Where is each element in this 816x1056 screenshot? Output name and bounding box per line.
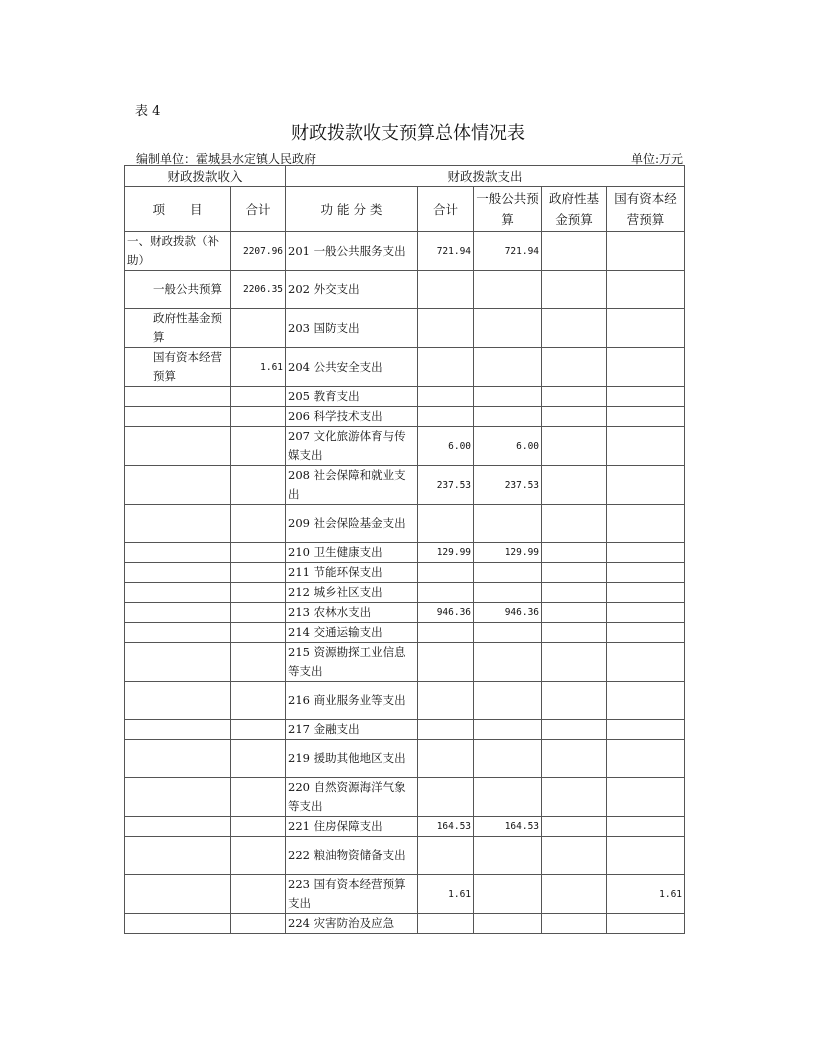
table-row [125,720,685,740]
row-soe-budget [607,387,685,407]
row-item [125,583,231,603]
row-income [231,427,286,466]
row-item [125,720,231,740]
row-income [231,407,286,427]
row-item [125,682,231,720]
row-general-budget: 6.00 [474,427,542,466]
row-expense-total: 237.53 [418,466,474,505]
row-gov-fund [542,778,607,817]
row-general-budget: 721.94 [474,232,542,271]
row-function: 219 援助其他地区支出 [286,740,418,778]
row-item: 国有资本经营预算 [125,348,231,387]
row-gov-fund [542,837,607,875]
row-general-budget: 946.36 [474,603,542,623]
row-income [231,720,286,740]
row-income [231,837,286,875]
row-income [231,740,286,778]
row-expense-total [418,914,474,934]
row-soe-budget [607,914,685,934]
row-function: 203 国防支出 [286,309,418,348]
table-row [125,583,685,603]
row-function: 213 农林水支出 [286,603,418,623]
row-income [231,387,286,407]
row-expense-total [418,348,474,387]
row-income: 1.61 [231,348,286,387]
row-item [125,778,231,817]
row-function: 224 灾害防治及应急 [286,914,418,934]
row-general-budget [474,875,542,914]
table-row [125,778,685,817]
row-soe-budget [607,563,685,583]
row-item [125,875,231,914]
row-general-budget [474,387,542,407]
row-gov-fund [542,563,607,583]
budget-table [124,165,685,934]
table-row [125,232,685,271]
row-expense-total [418,778,474,817]
row-expense-total [418,309,474,348]
row-general-budget [474,407,542,427]
row-general-budget [474,583,542,603]
row-expense-total [418,720,474,740]
row-soe-budget [607,427,685,466]
row-expense-total [418,682,474,720]
row-income [231,505,286,543]
table-row [125,271,685,309]
table-row [125,837,685,875]
table-row [125,623,685,643]
row-expense-total [418,407,474,427]
table-row [125,875,685,914]
row-item [125,740,231,778]
row-expense-total [418,387,474,407]
row-function: 217 金融支出 [286,720,418,740]
row-function: 216 商业服务业等支出 [286,682,418,720]
row-soe-budget [607,740,685,778]
row-general-budget: 129.99 [474,543,542,563]
row-general-budget [474,563,542,583]
table-row [125,643,685,682]
row-income [231,778,286,817]
function-class-header: 功 能 分 类 [286,187,418,232]
row-item: 一般公共预算 [125,271,231,309]
row-soe-budget [607,505,685,543]
row-general-budget [474,914,542,934]
table-row [125,543,685,563]
row-soe-budget [607,623,685,643]
row-gov-fund [542,643,607,682]
row-expense-total [418,740,474,778]
row-gov-fund [542,914,607,934]
row-item [125,387,231,407]
row-income [231,563,286,583]
row-gov-fund [542,817,607,837]
currency-unit: 单位:万元 [630,152,683,166]
row-function: 207 文化旅游体育与传媒支出 [286,427,418,466]
row-expense-total: 6.00 [418,427,474,466]
row-income [231,643,286,682]
row-expense-total [418,505,474,543]
row-soe-budget [607,348,685,387]
row-income [231,682,286,720]
row-function: 223 国有资本经营预算支出 [286,875,418,914]
expense-total-header: 合计 [418,187,474,232]
row-soe-budget [607,837,685,875]
row-gov-fund [542,271,607,309]
row-soe-budget [607,543,685,563]
expense-group-header: 财政拨款支出 [286,166,685,187]
row-item [125,505,231,543]
row-item [125,563,231,583]
row-gov-fund [542,309,607,348]
table-row [125,914,685,934]
row-function: 215 资源勘探工业信息等支出 [286,643,418,682]
row-income [231,623,286,643]
row-general-budget [474,682,542,720]
row-general-budget [474,623,542,643]
row-gov-fund [542,720,607,740]
table-row [125,427,685,466]
table-row [125,740,685,778]
row-general-budget [474,271,542,309]
row-general-budget [474,348,542,387]
row-income [231,875,286,914]
row-expense-total [418,643,474,682]
row-gov-fund [542,407,607,427]
row-soe-budget [607,309,685,348]
row-function: 214 交通运输支出 [286,623,418,643]
row-income [231,466,286,505]
row-function: 208 社会保障和就业支出 [286,466,418,505]
table-row [125,817,685,837]
row-item [125,643,231,682]
row-general-budget [474,740,542,778]
table-row [125,505,685,543]
row-income [231,309,286,348]
row-gov-fund [542,623,607,643]
row-general-budget [474,505,542,543]
row-soe-budget [607,682,685,720]
row-gov-fund [542,427,607,466]
row-soe-budget [607,407,685,427]
row-expense-total [418,563,474,583]
row-expense-total [418,583,474,603]
row-gov-fund [542,387,607,407]
row-general-budget [474,309,542,348]
row-general-budget [474,778,542,817]
row-gov-fund [542,348,607,387]
row-function: 205 教育支出 [286,387,418,407]
row-function: 209 社会保险基金支出 [286,505,418,543]
row-gov-fund [542,505,607,543]
row-general-budget [474,837,542,875]
row-function: 221 住房保障支出 [286,817,418,837]
row-function: 204 公共安全支出 [286,348,418,387]
table-row [125,603,685,623]
row-item [125,407,231,427]
table-row [125,407,685,427]
row-soe-budget [607,232,685,271]
row-item [125,466,231,505]
general-budget-header: 一般公共预算 [474,187,542,232]
row-expense-total: 164.53 [418,817,474,837]
row-general-budget: 237.53 [474,466,542,505]
row-income [231,543,286,563]
row-expense-total: 721.94 [418,232,474,271]
row-item [125,817,231,837]
page-title: 财政拨款收支预算总体情况表 [291,123,525,144]
table-number: 表 4 [135,104,161,119]
row-general-budget [474,720,542,740]
table-row [125,563,685,583]
row-function: 222 粮油物资储备支出 [286,837,418,875]
row-function: 220 自然资源海洋气象等支出 [286,778,418,817]
row-soe-budget [607,271,685,309]
row-soe-budget [607,817,685,837]
row-function: 211 节能环保支出 [286,563,418,583]
row-item [125,603,231,623]
soe-budget-header: 国有资本经营预算 [607,187,685,232]
row-gov-fund [542,583,607,603]
row-gov-fund [542,232,607,271]
row-item [125,914,231,934]
row-gov-fund [542,466,607,505]
row-function: 212 城乡社区支出 [286,583,418,603]
row-expense-total [418,837,474,875]
row-gov-fund [542,603,607,623]
row-expense-total: 1.61 [418,875,474,914]
row-expense-total: 946.36 [418,603,474,623]
row-item: 政府性基金预算 [125,309,231,348]
row-item [125,623,231,643]
row-income: 2207.96 [231,232,286,271]
row-income [231,583,286,603]
row-income [231,603,286,623]
table-row [125,348,685,387]
gov-fund-header: 政府性基金预算 [542,187,607,232]
row-function: 206 科学技术支出 [286,407,418,427]
row-soe-budget [607,720,685,740]
row-gov-fund [542,875,607,914]
row-soe-budget: 1.61 [607,875,685,914]
row-function: 201 一般公共服务支出 [286,232,418,271]
row-income: 2206.35 [231,271,286,309]
row-item [125,837,231,875]
table-row [125,387,685,407]
row-gov-fund [542,740,607,778]
row-general-budget [474,643,542,682]
row-item: 一、财政拨款（补助） [125,232,231,271]
row-function: 202 外交支出 [286,271,418,309]
row-item [125,543,231,563]
income-group-header: 财政拨款收入 [125,166,286,187]
row-expense-total: 129.99 [418,543,474,563]
row-soe-budget [607,778,685,817]
row-function: 210 卫生健康支出 [286,543,418,563]
row-general-budget: 164.53 [474,817,542,837]
item-header: 项 目 [125,187,231,232]
row-item [125,427,231,466]
row-gov-fund [542,682,607,720]
income-total-header: 合计 [231,187,286,232]
row-soe-budget [607,583,685,603]
table-row [125,682,685,720]
table-row [125,309,685,348]
row-soe-budget [607,466,685,505]
row-income [231,914,286,934]
row-soe-budget [607,643,685,682]
table-row [125,466,685,505]
row-expense-total [418,271,474,309]
row-soe-budget [607,603,685,623]
row-gov-fund [542,543,607,563]
row-income [231,817,286,837]
row-expense-total [418,623,474,643]
compiling-unit: 编制单位：霍城县水定镇人民政府 [136,152,317,166]
